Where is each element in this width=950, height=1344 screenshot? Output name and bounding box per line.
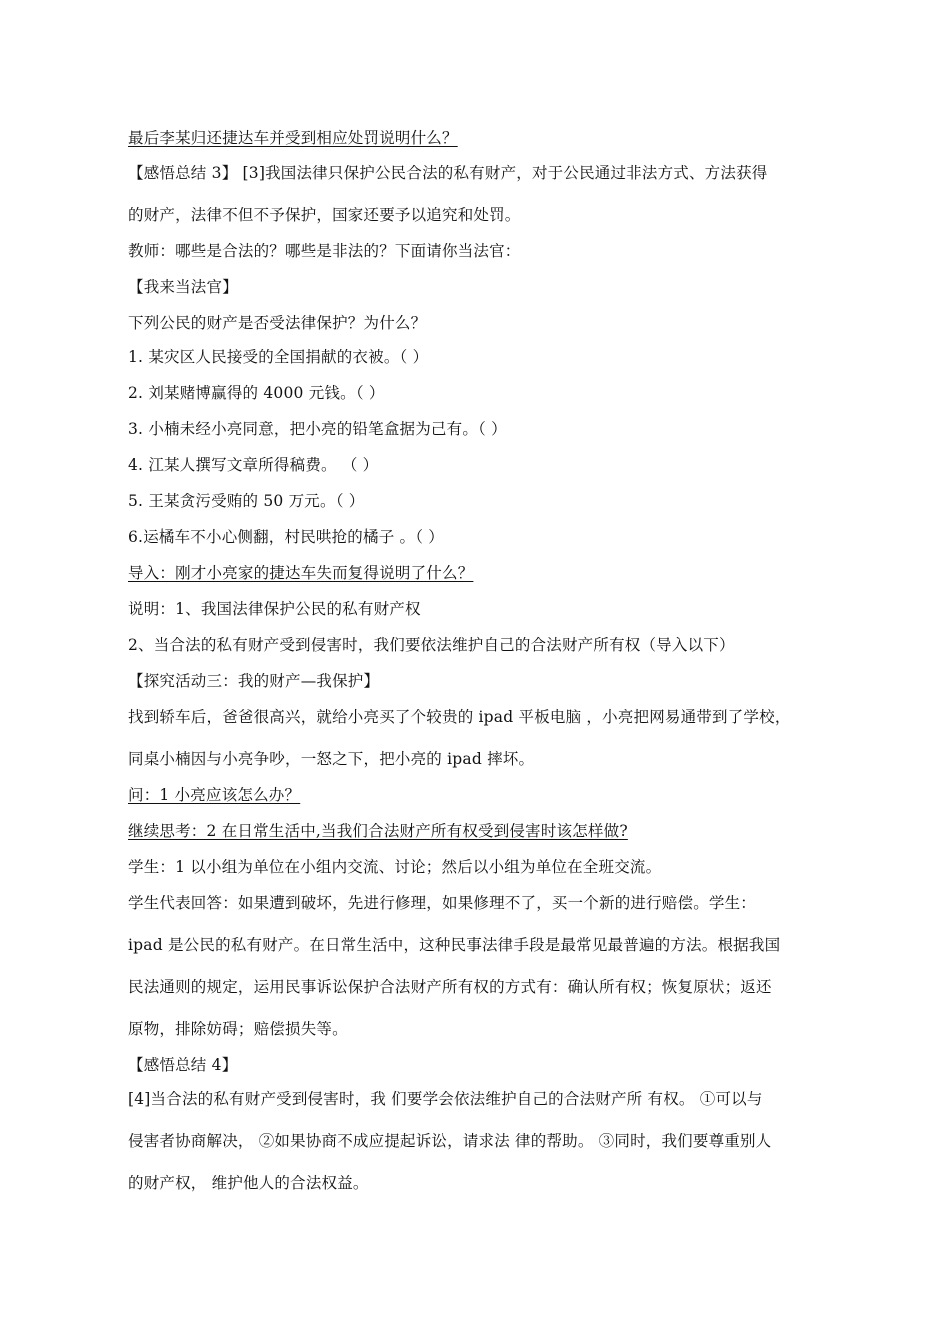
- section-heading-judge: 【我来当法官】: [128, 278, 238, 296]
- summary-4-line-2: 侵害者协商解决， ②如果协商不成应提起诉讼，请求法 律的帮助。 ③同时，我们要尊重别人: [128, 1132, 772, 1150]
- story-line-2: 同桌小楠因与小亮争吵，一怒之下，把小亮的 ipad 摔坏。: [128, 750, 535, 768]
- question-1-line: 问：1 小亮应该怎么办？: [128, 786, 301, 804]
- section-heading-activity-3: 【探究活动三：我的财产—我保护】: [128, 672, 380, 690]
- judge-prompt: 下列公民的财产是否受法律保护？为什么？: [128, 314, 427, 332]
- answer-line-1: 学生代表回答：如果遭到破坏，先进行修理，如果修理不了，买一个新的进行赔偿。学生：: [128, 894, 757, 912]
- answer-line-2: ipad 是公民的私有财产。在日常生活中，这种民事法律手段是最常见最普遍的方法。根据我国: [128, 936, 781, 954]
- summary-4-line-1: [4]当合法的私有财产受到侵害时，我 们要学会依法维护自己的合法财产所 有权。 ①可以与: [128, 1090, 763, 1108]
- answer-line-3: 民法通则的规定，运用民事诉讼保护合法财产所有权的方式有：确认所有权；恢复原状；返还: [128, 978, 772, 996]
- list-item-2: 2. 刘某赌博赢得的 4000 元钱。（ ）: [128, 384, 385, 402]
- explanation-line-1: 说明：1、我国法律保护公民的私有财产权: [128, 600, 421, 618]
- list-item-6: 6.运橘车不小心侧翻，村民哄抢的橘子 。（ ）: [128, 528, 444, 546]
- list-item-4: 4. 江某人撰写文章所得稿费。 （ ）: [128, 456, 379, 474]
- lead-in-line: 导入：刚才小亮家的捷达车失而复得说明了什么？: [128, 564, 474, 582]
- section-heading-summary-4: 【感悟总结 4】: [128, 1056, 238, 1074]
- explanation-line-2: 2、当合法的私有财产受到侵害时，我们要依法维护自己的合法财产所有权（导入以下）: [128, 636, 735, 654]
- summary-3-line-2: 的财产，法律不但不予保护，国家还要予以追究和处罚。: [128, 206, 521, 224]
- answer-line-4: 原物，排除妨碍；赔偿损失等。: [128, 1020, 348, 1038]
- teacher-line: 教师：哪些是合法的？哪些是非法的？下面请你当法官：: [128, 242, 521, 260]
- list-item-3: 3. 小楠未经小亮同意，把小亮的铅笔盒据为己有。（ ）: [128, 420, 507, 438]
- summary-4-line-3: 的财产权， 维护他人的合法权益。: [128, 1174, 369, 1192]
- summary-3-line-1: 【感悟总结 3】 [3]我国法律只保护公民合法的私有财产，对于公民通过非法方式、方法获得: [128, 164, 768, 182]
- list-item-5: 5. 王某贪污受贿的 50 万元。（ ）: [128, 492, 365, 510]
- list-item-1: 1. 某灾区人民接受的全国捐献的衣被。（ ）: [128, 348, 429, 366]
- story-line-1: 找到轿车后，爸爸很高兴，就给小亮买了个较贵的 ipad 平板电脑 ，小亮把网易通带到了学校，: [128, 708, 791, 726]
- question-line: 最后李某归还捷达车并受到相应处罚说明什么？: [128, 129, 458, 147]
- student-line: 学生：1 以小组为单位在小组内交流、讨论；然后以小组为单位在全班交流。: [128, 858, 662, 876]
- question-2-line: 继续思考：2 在日常生活中,当我们合法财产所有权受到侵害时该怎样做?: [128, 822, 628, 840]
